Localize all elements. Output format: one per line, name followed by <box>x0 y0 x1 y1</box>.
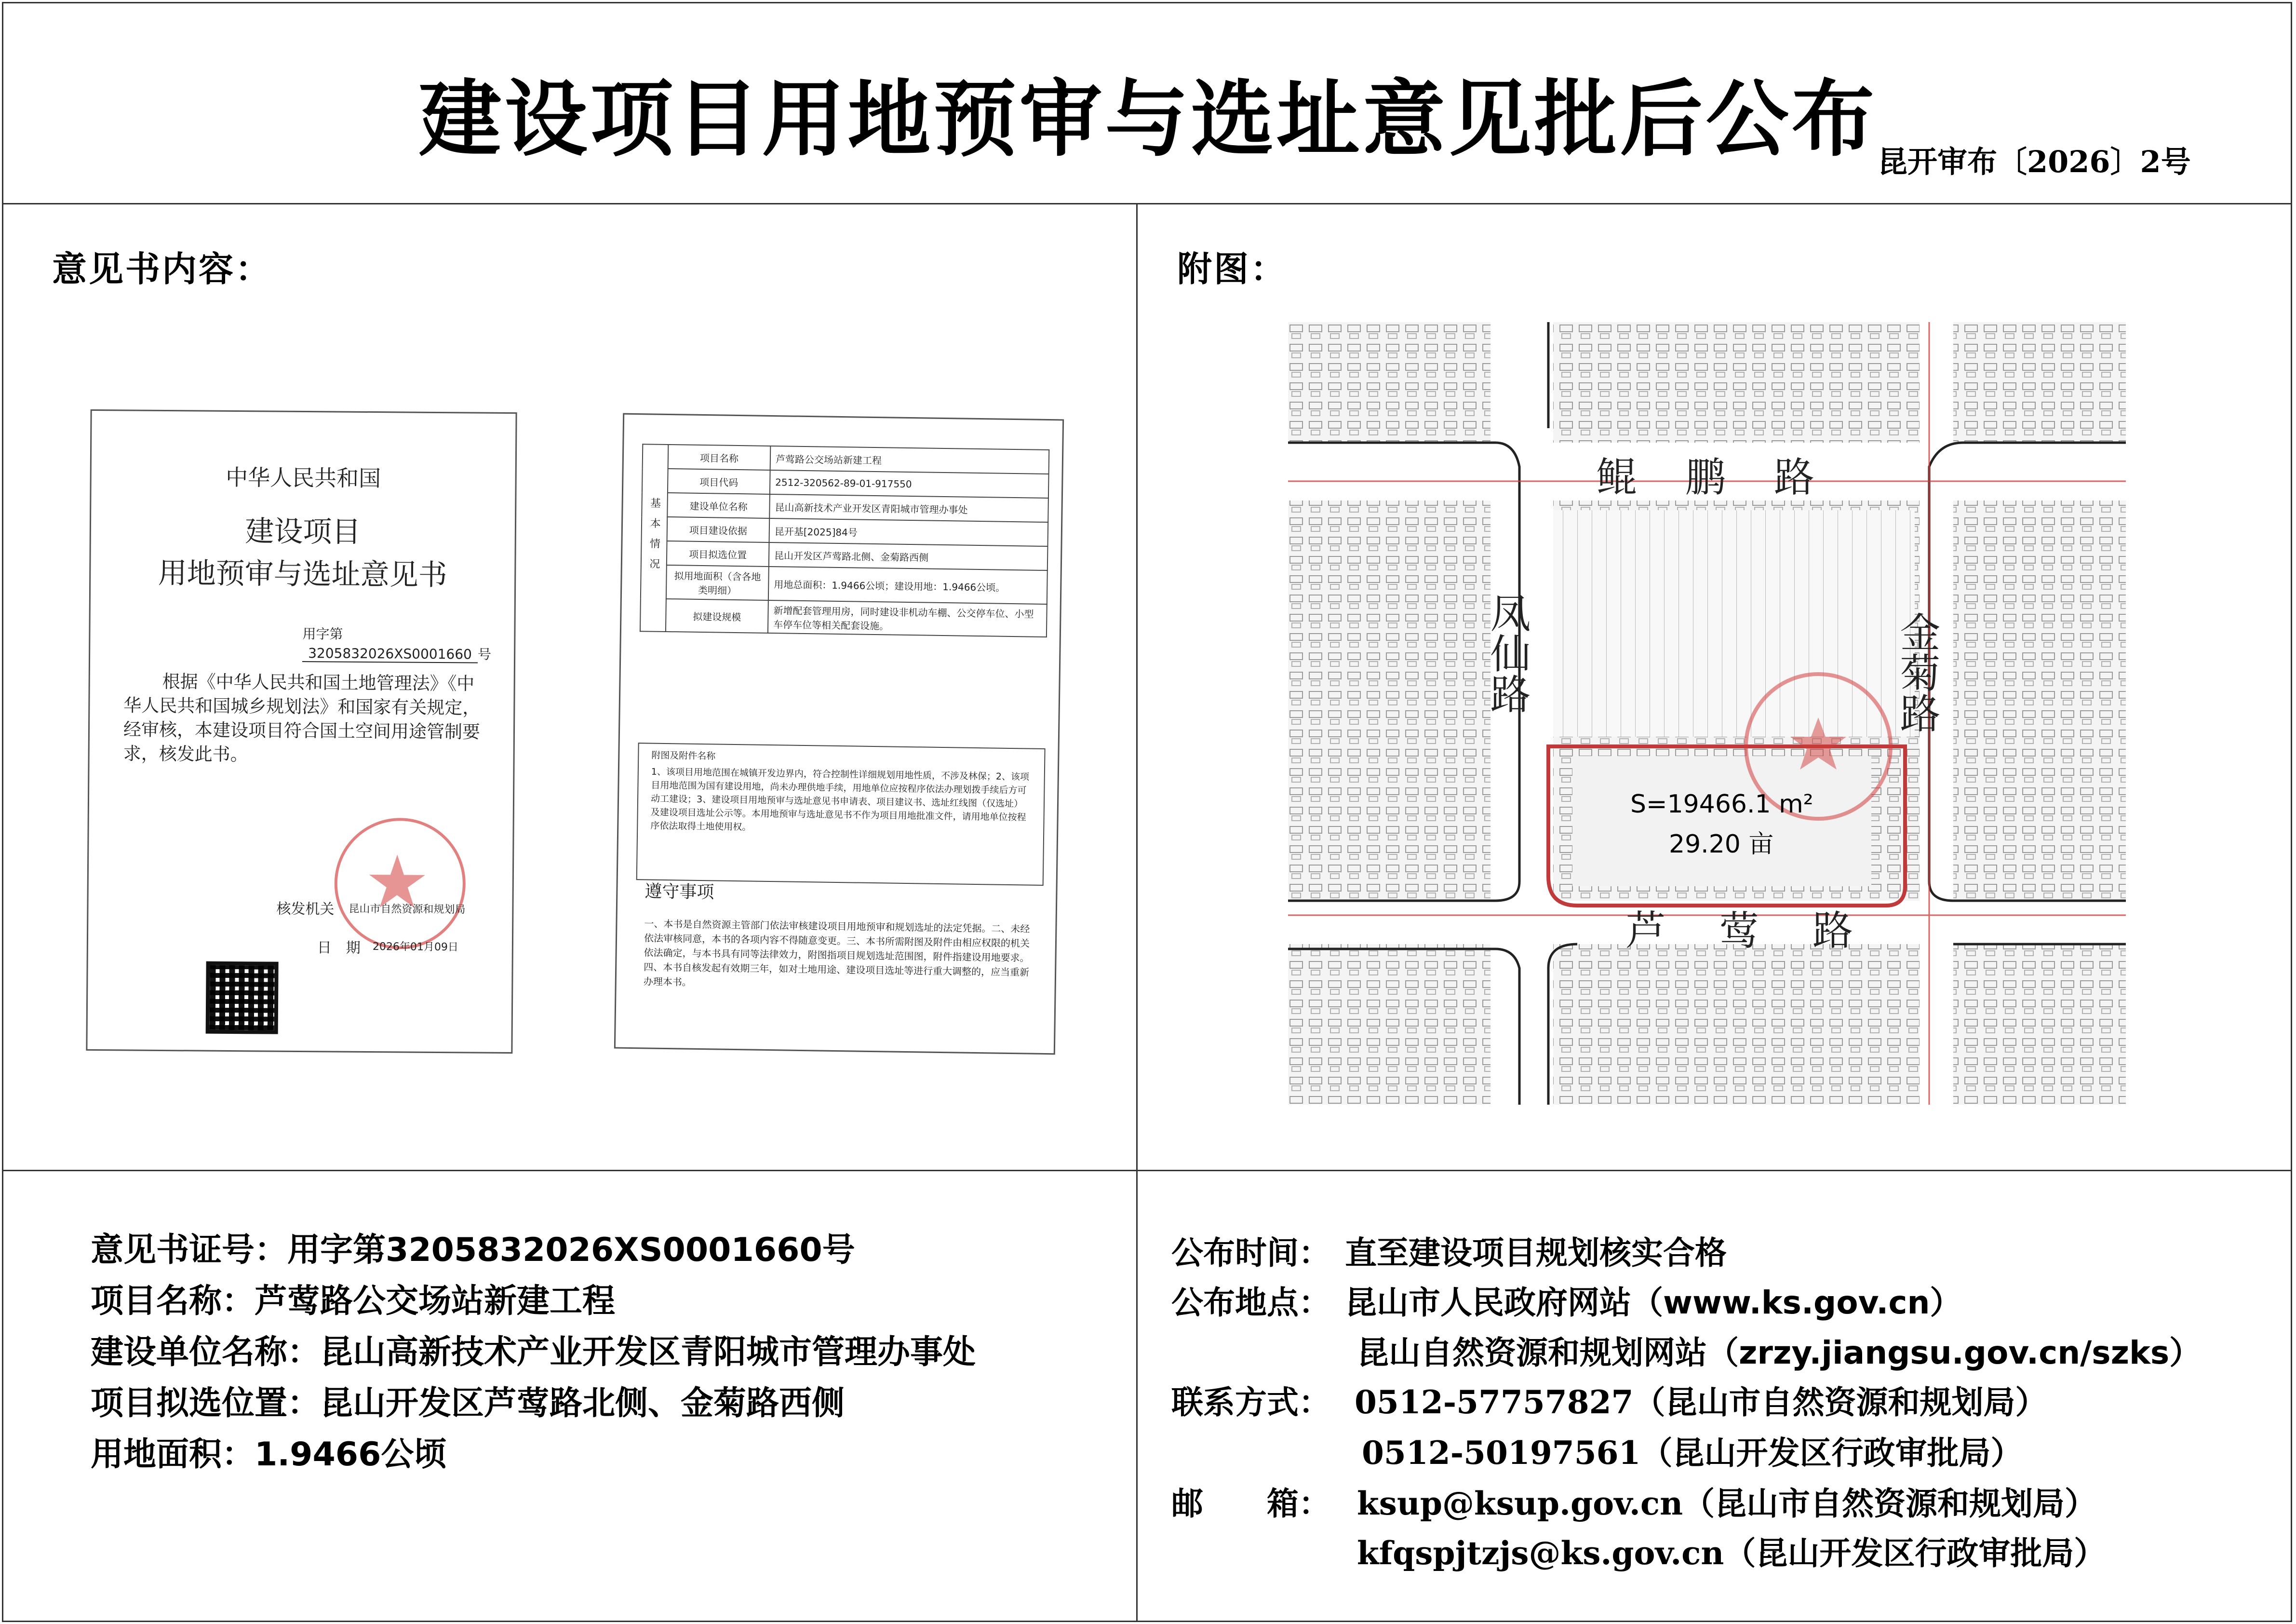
row-label: 建设单位名称 <box>667 493 770 518</box>
row-value: 昆山开发区芦莺路北侧、金菊路西侧 <box>769 542 1048 570</box>
document-number: 昆开审布〔2026〕2号 <box>1878 144 2191 179</box>
country-name: 中华人民共和国 <box>225 464 381 492</box>
cert-number: 3205832026XS0001660 <box>302 645 478 663</box>
row-value: 2512-320562-89-01-917550 <box>770 470 1049 498</box>
pub-place-label: 公布地点： <box>1171 1284 1330 1321</box>
pub-place-2: 昆山自然资源和规划网站（zrzy.jiangsu.gov.cn/szks） <box>1357 1334 2202 1371</box>
pub-contact-1: 0512-57757827（昆山市自然资源和规划局） <box>1355 1383 2047 1421</box>
site-area-m2: S=19466.1 m² <box>1630 790 1813 819</box>
row-label: 拟建设规模 <box>666 599 768 633</box>
row-label: 项目拟选位置 <box>667 541 769 567</box>
pub-place-1: 昆山市人民政府网站（www.ks.gov.cn） <box>1345 1284 1962 1321</box>
row-label: 项目建设依据 <box>667 517 770 542</box>
issue-date: 2026年01月09日 <box>372 941 458 954</box>
certificate-title-line2: 用地预审与选址意见书 <box>158 556 448 593</box>
row-value: 用地总面积：1.9466公顷；建设用地：1.9466公顷。 <box>768 567 1047 604</box>
cert-prefix: 用字第 <box>302 626 343 642</box>
row-label: 拟用地面积（含各地类明细） <box>666 565 769 600</box>
left-section-label: 意见书内容： <box>52 249 272 289</box>
road-label-east: 金菊路 <box>1893 611 1941 733</box>
site-area-mu: 29.20 亩 <box>1669 830 1774 859</box>
row-value: 昆山高新技术产业开发区青阳城市管理办事处 <box>769 494 1048 522</box>
row-label: 项目名称 <box>668 445 771 470</box>
info-area: 用地面积：1.9466公顷 <box>91 1435 447 1474</box>
pub-email-1[interactable]: ksup@ksup.gov.cn（昆山市自然资源和规划局） <box>1357 1485 2097 1522</box>
certificate-title-line1: 建设项目 <box>245 514 361 549</box>
pub-contact-label: 联系方式： <box>1171 1384 1330 1421</box>
pub-email-label: 邮 箱： <box>1171 1485 1330 1522</box>
row-label: 项目代码 <box>668 469 770 494</box>
pub-contact-2: 0512-50197561（昆山开发区行政审批局） <box>1362 1434 2023 1472</box>
pub-time-label: 公布时间： <box>1171 1234 1330 1272</box>
observance-text: 一、本书是自然资源主管部门依法审核建设项目用地预审和规划选址的法定凭据。二、未经依法审核同意，本书的各项内容不得随意变更。三、本书所需附图及附件由相应权限的机关依法确定，与本书具有同等法律效力，附图指项目规划选址范围图，附件指建设用地要求。四、本书自核发起有效期三年，如对土地用途、建设项目选址等进行重大调整的，应当重新办理本书。 <box>643 918 1030 988</box>
notes-text: 1、该项目用地范围在城镇开发边界内，符合控制性详细规划用地性质，不涉及林保；2、该项目用地范围为国有建设用地，尚未办理供地手续，用地单位应按程序依法办理划拨手续后方可动工建设；3、建设项目用地预审与选址意见书申请表、项目建议书、选址红线图（仅选址）及建设项目选址公示等。本用地预审与选址意见书不作为项目用地批准文件，请用地单位按程序依法取得土地使用权。 <box>650 766 1030 833</box>
cert-suffix: 号 <box>477 646 492 663</box>
date-label: 日 期 <box>317 939 361 957</box>
issuer-label: 核发机关 <box>276 900 335 918</box>
info-location: 项目拟选位置：昆山开发区芦莺路北侧、金菊路西侧 <box>91 1384 845 1422</box>
road-label-north: 鲲鹏路 <box>1597 454 1863 501</box>
row-value: 昆开基[2025]84号 <box>769 518 1048 546</box>
section-label-vertical: 基本情况 <box>640 444 668 632</box>
pub-time-value: 直至建设项目规划核实合格 <box>1345 1234 1727 1272</box>
info-construction-unit: 建设单位名称：昆山高新技术产业开发区青阳城市管理办事处 <box>91 1333 976 1371</box>
issuer-name: 昆山市自然资源和规划局 <box>349 903 466 916</box>
row-value: 新增配套管理用房，同时建设非机动车棚、公交停车位、小型车停车位等相关配套设施。 <box>768 600 1047 637</box>
observance-title: 遵守事项 <box>644 881 714 903</box>
certificate-body-text: 根据《中华人民共和国土地管理法》《中华人民共和国城乡规划法》和国家有关规定，经审核，本建设项目符合国土空间用途管制要求，核发此书。 <box>123 671 481 765</box>
road-label-south: 芦莺路 <box>1625 907 1907 954</box>
page-title: 建设项目用地预审与选址意见批后公布 <box>418 71 1878 168</box>
info-project-name: 项目名称：芦莺路公交场站新建工程 <box>91 1282 616 1320</box>
right-section-label: 附图： <box>1177 249 1288 289</box>
notes-title: 附图及附件名称 <box>651 750 716 762</box>
row-value: 芦莺路公交场站新建工程 <box>770 446 1049 474</box>
road-label-west: 凤仙路 <box>1484 592 1531 714</box>
info-cert-number: 意见书证号：用字第3205832026XS0001660号 <box>91 1231 855 1269</box>
pub-email-2[interactable]: kfqspjtzjs@ks.gov.cn（昆山开发区行政审批局） <box>1357 1534 2106 1572</box>
